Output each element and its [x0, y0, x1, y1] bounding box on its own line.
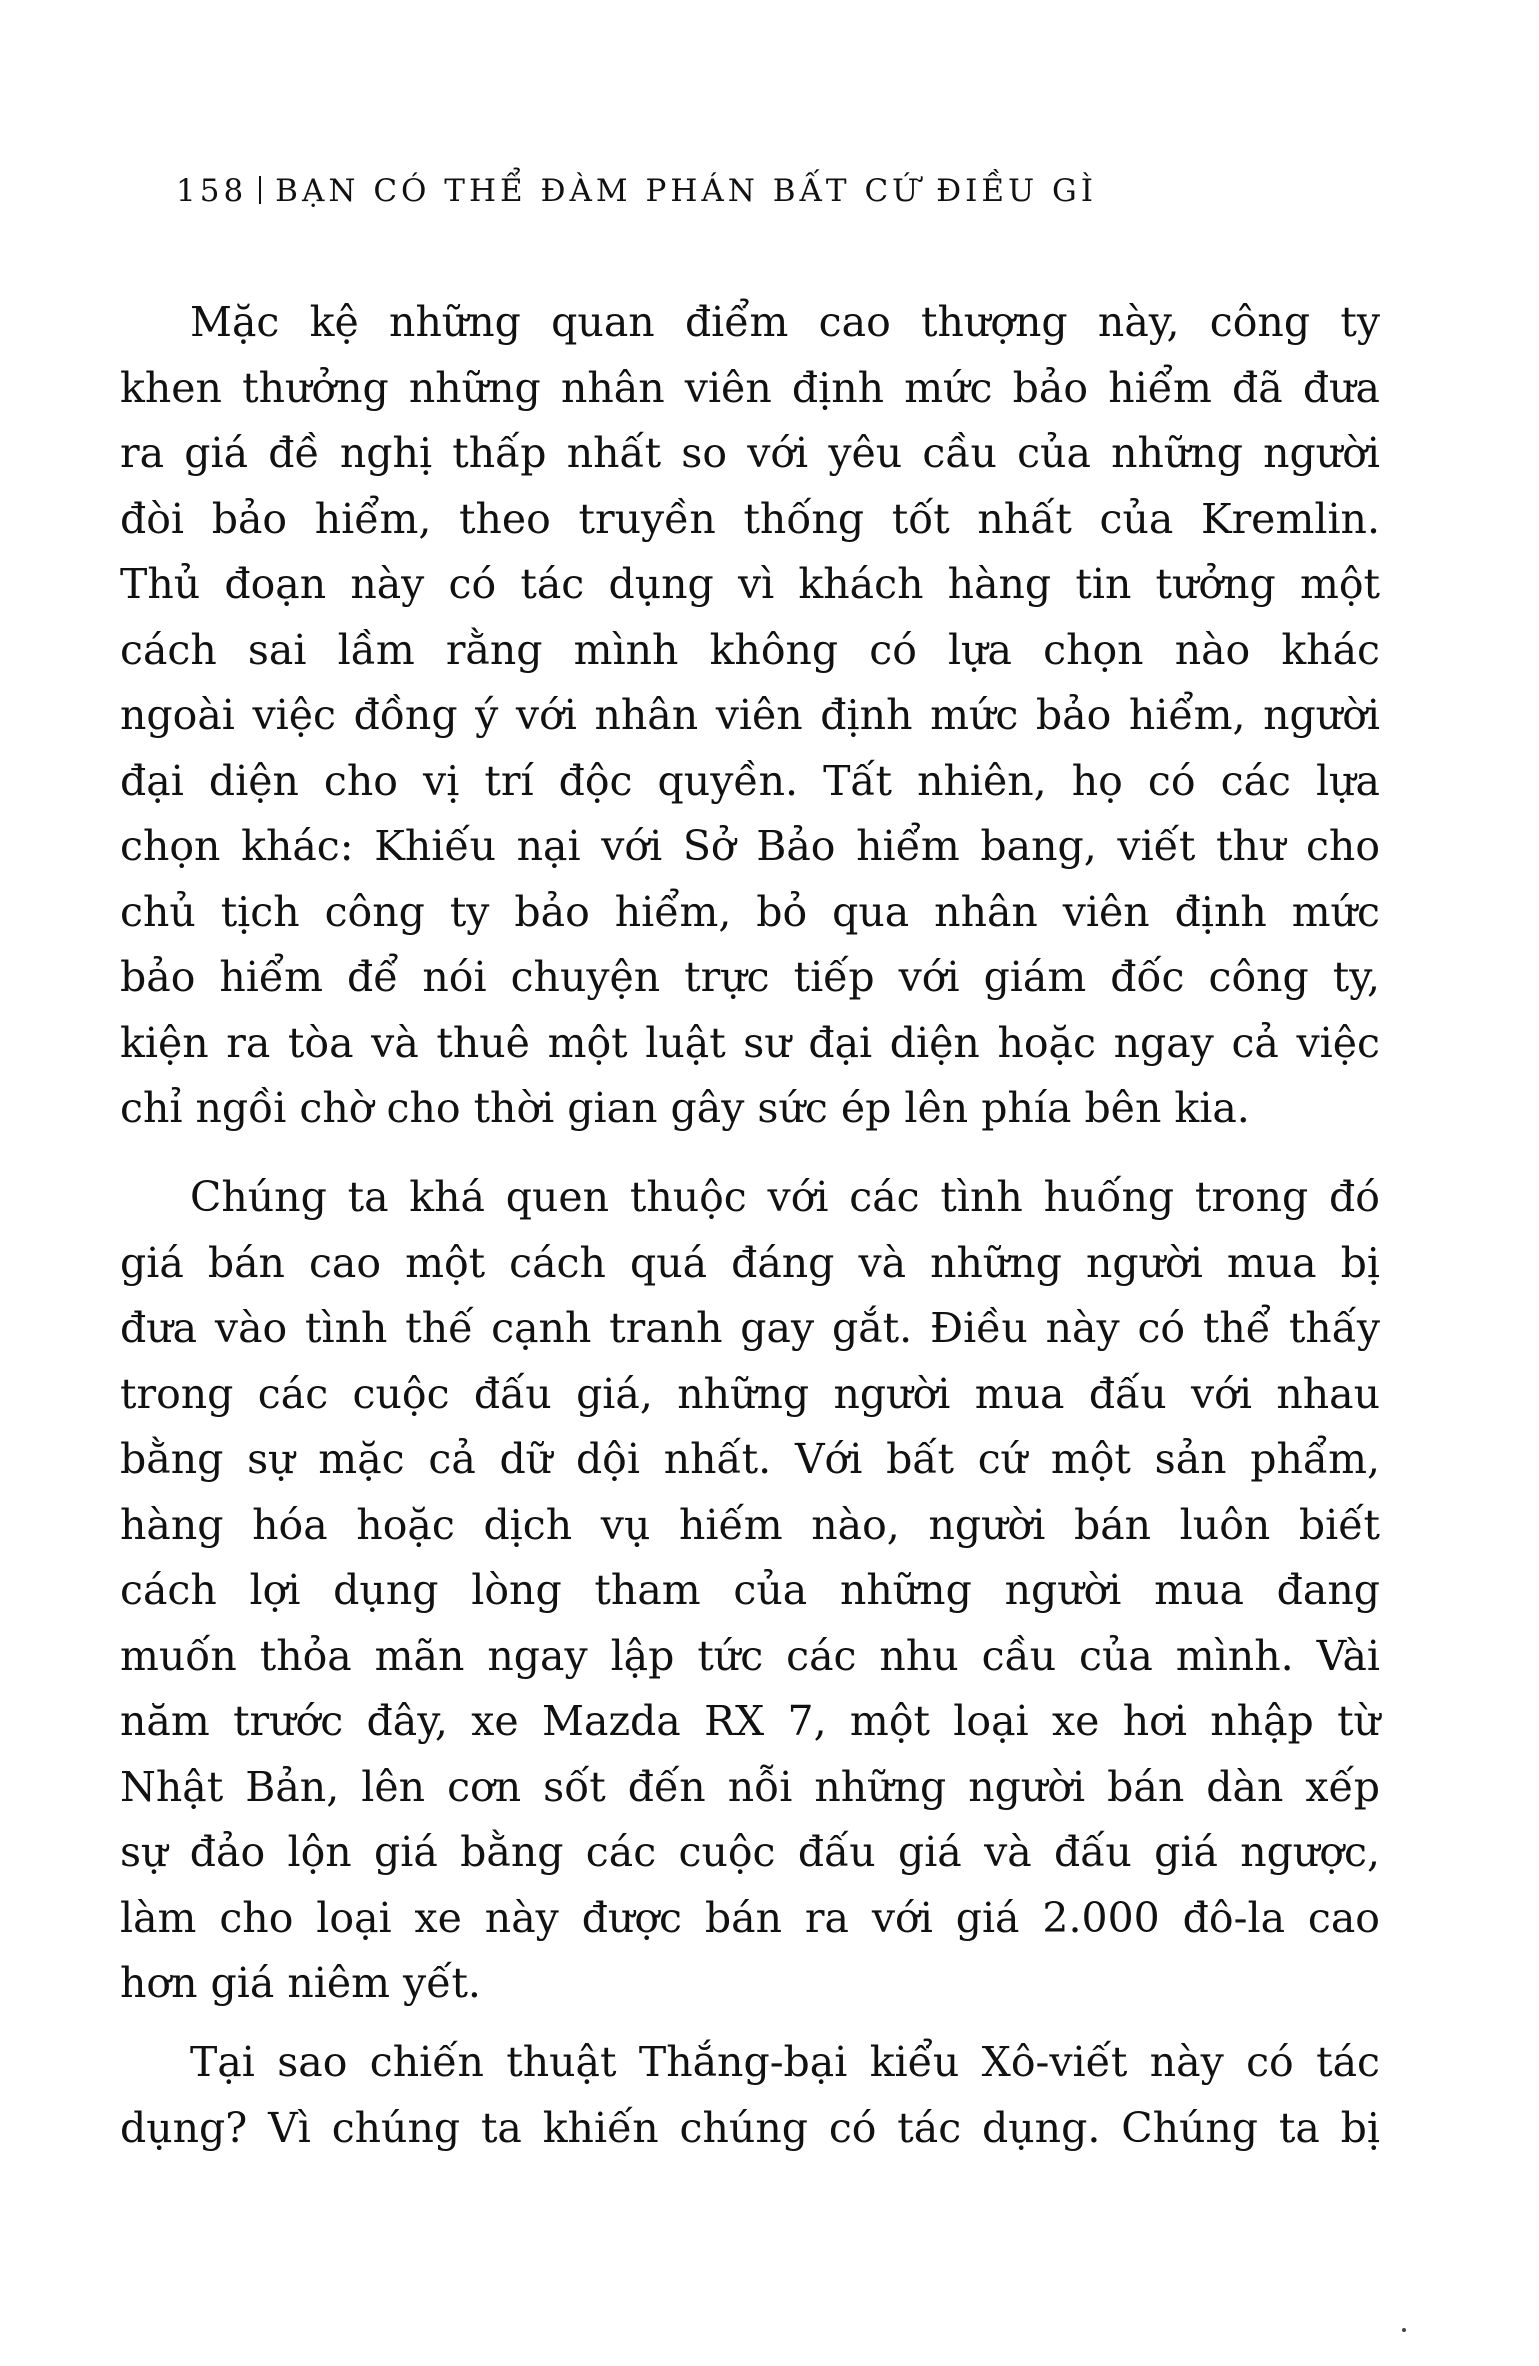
text-line: chọn khác: Khiếu nại với Sở Bảo hiểm bang, viết thư cho — [120, 822, 1380, 870]
text-line: hơn giá niêm yết. — [120, 1959, 481, 2007]
text-line: ngoài việc đồng ý với nhân viên định mức bảo hiểm, người — [120, 691, 1380, 739]
text-line: làm cho loại xe này được bán ra với giá 2.000 đô-la cao — [120, 1893, 1380, 1942]
paragraph-1 — [120, 290, 1380, 1142]
text-line: Mặc kệ những quan điểm cao thượng này, công ty — [190, 298, 1380, 346]
text-line: hàng hóa hoặc dịch vụ hiếm nào, người bán luôn biết — [120, 1500, 1380, 1549]
text-line: bằng sự mặc cả dữ dội nhất. Với bất cứ một sản phẩm, — [120, 1435, 1380, 1483]
text-line: Nhật Bản, lên cơn sốt đến nỗi những người bán dàn xếp — [120, 1762, 1380, 1811]
paragraph-3 — [120, 2030, 1380, 2161]
text-line: năm trước đây, xe Mazda RX 7, một loại xe hơi nhập từ — [120, 1697, 1380, 1745]
text-line: đưa vào tình thế cạnh tranh gay gắt. Điều này có thể thấy — [120, 1304, 1380, 1352]
text-line: dụng? Vì chúng ta khiến chúng có tác dụng. Chúng ta bị — [120, 2103, 1380, 2152]
text-line: muốn thỏa mãn ngay lập tức các nhu cầu của mình. Vài — [120, 1631, 1380, 1680]
text-line: đại diện cho vị trí độc quyền. Tất nhiên, họ có các lựa — [120, 756, 1380, 805]
text-line: giá bán cao một cách quá đáng và những người mua bị — [120, 1238, 1380, 1287]
text-line: cách sai lầm rằng mình không có lựa chọn nào khác — [120, 625, 1380, 674]
text-line: Chúng ta khá quen thuộc với các tình huống trong đó — [190, 1173, 1380, 1221]
running-head — [176, 173, 1098, 209]
page-number: 158 — [176, 173, 248, 209]
text-line: chỉ ngồi chờ cho thời gian gây sức ép lên phía bên kia. — [120, 1084, 1250, 1132]
text-line: trong các cuộc đấu giá, những người mua đấu với nhau — [120, 1369, 1380, 1418]
scan-speck — [1402, 2328, 1406, 2332]
text-line: cách lợi dụng lòng tham của những người mua đang — [120, 1566, 1380, 1614]
text-line: Tại sao chiến thuật Thắng-bại kiểu Xô-viết này có tác — [190, 2038, 1380, 2086]
text-line: kiện ra tòa và thuê một luật sư đại diện hoặc ngay cả việc — [120, 1018, 1380, 1067]
text-line: ra giá đề nghị thấp nhất so với yêu cầu của những người — [120, 429, 1380, 477]
header-separator — [259, 176, 261, 204]
text-line: sự đảo lộn giá bằng các cuộc đấu giá và đấu giá ngược, — [120, 1828, 1380, 1876]
book-title: BẠN CÓ THỂ ĐÀM PHÁN BẤT CỨ ĐIỀU GÌ — [275, 173, 1098, 209]
text-line: chủ tịch công ty bảo hiểm, bỏ qua nhân viên định mức — [120, 887, 1380, 936]
paragraph-2 — [120, 1165, 1380, 2017]
text-line: khen thưởng những nhân viên định mức bảo hiểm đã đưa — [120, 363, 1380, 412]
text-line: bảo hiểm để nói chuyện trực tiếp với giám đốc công ty, — [120, 953, 1380, 1001]
text-line: Thủ đoạn này có tác dụng vì khách hàng tin tưởng một — [120, 560, 1380, 608]
text-line: đòi bảo hiểm, theo truyền thống tốt nhất của Kremlin. — [120, 494, 1380, 543]
